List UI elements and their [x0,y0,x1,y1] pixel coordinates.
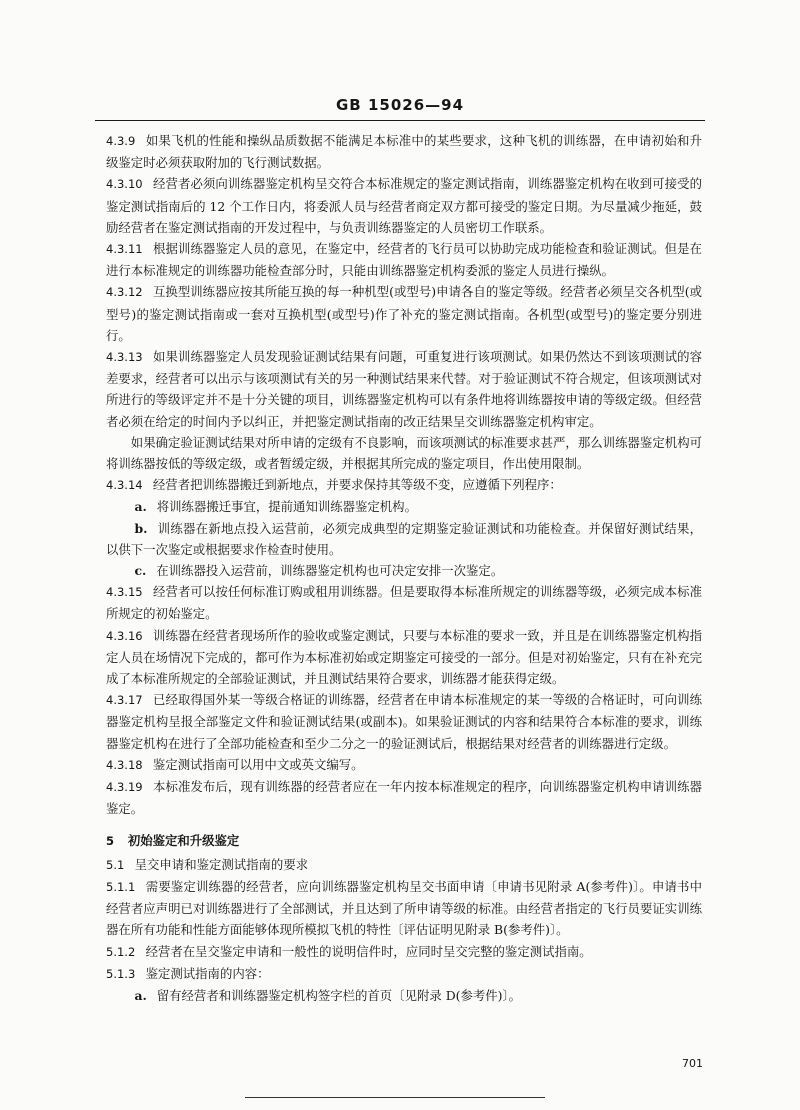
clause-number: 4.3.18 [106,757,143,772]
clause-4-3-15 [106,581,702,624]
clause-number: 4.3.9 [106,134,136,148]
clause-text: 呈交申请和鉴定测试指南的要求 [134,856,309,872]
clause-text: 如果训练器鉴定人员发现验证测试结果有问题，可重复进行该项测试。如果仍然达不到该项测试的容差要求，经营者可以出示与该项测试有关的另一种测试结果来代替。对于验证测试不符合规定，但该项测试对所进行的等级评定并不是十分关键的项目，训练器鉴定机构可以有条件地将训练器按申请的等级定级。但经营者必须在给定的时间内予以纠正，并把鉴定测试指南的改正结果呈交训练器鉴定机构审定。 [106,349,702,429]
list-item-text: 训练器在新地点投入运营前，必须完成典型的定期鉴定验证测试和功能检查。并保留好测试结果，以供下一次鉴定或根据要求作检查时使用。 [106,520,702,557]
clause-4-3-12 [106,281,702,346]
clause-text: 经营者可以按任何标准订购或租用训练器。但是要取得本标准所规定的训练器等级，必须完成本标准所规定的初始鉴定。 [106,584,702,622]
clause-number: 4.3.10 [106,177,143,192]
body-text [106,130,702,1006]
clause-number: 5.1.2 [106,944,136,959]
clause-number: 4.3.13 [106,350,143,365]
clause-text: 根据训练器鉴定人员的意见，在鉴定中，经营者的飞行员可以协助完成功能检查和验证测试。但是在进行本标准规定的训练器功能检查部分时，只能由训练器鉴定机构委派的鉴定人员进行操纵。 [106,241,702,279]
list-marker: b. [134,520,148,536]
clause-4-3-11 [106,238,702,281]
section-title: 初始鉴定和升级鉴定 [127,832,240,848]
clause-5-1-3 [106,963,702,985]
list-item-c [106,560,702,581]
clause-4-3-17 [106,689,702,754]
clause-4-3-9 [106,130,702,173]
list-item-a [106,496,702,517]
clause-4-3-10 [106,173,702,238]
standard-code-header: GB 15026—94 [335,96,465,114]
list-marker: c. [134,563,147,579]
clause-number: 5.1.3 [106,966,136,981]
clause-4-3-16 [106,625,702,690]
footer-rule [245,1097,545,1098]
clause-number: 5.1.1 [106,879,136,894]
clause-text: 如果飞机的性能和操纵品质数据不能满足本标准中的某些要求，这种飞机的训练器，在申请初始和升级鉴定时必须获取附加的飞行测试数据。 [106,133,702,171]
section-5-heading [106,830,702,852]
page-number: 701 [682,1057,703,1070]
list-item-b [106,518,702,560]
clause-5-1 [106,854,702,876]
clause-number: 5.1 [106,857,125,872]
clause-4-3-18 [106,754,702,776]
clause-text: 训练器在经营者现场所作的验收或鉴定测试，只要与本标准的要求一致，并且是在训练器鉴定机构指定人员在场情况下完成的，都可作为本标准初始或定期鉴定可接受的一部分。但是对初始鉴定，只有在补充完成了本标准所规定的全部验证测试，并且测试结果符合要求，训练器才能获得定级。 [106,627,702,687]
header-rule [95,120,705,121]
clause-text: 如果确定验证测试结果对所申请的定级有不良影响，而该项测试的标准要求甚严，那么训练器鉴定机构可将训练器按低的等级定级，或者暂缓定级，并根据其所完成的鉴定项目，作出使用限制。 [106,434,702,472]
clause-4-3-19 [106,776,702,819]
clause-text: 经营者在呈交鉴定申请和一般性的说明信件时，应同时呈交完整的鉴定测试指南。 [145,943,592,959]
clause-5-1-1 [106,876,702,941]
clause-text: 需要鉴定训练器的经营者，应向训练器鉴定机构呈交书面申请〔申请书见附录 A(参考件)〕。申请书中经营者应声明已对训练器进行了全部测试，并且达到了所申请等级的标准。由经营者指定的飞行员要证实训练器在所有功能和性能方面能够体现所模拟飞机的特性〔评估证明见附录 B(参考件)〕。 [106,878,702,938]
clause-number: 4.3.11 [106,242,143,257]
list-marker: a. [134,499,147,515]
clause-number: 4.3.17 [106,693,143,708]
list-item-text: 将训练器搬迁事宜，提前通知训练器鉴定机构。 [156,499,417,515]
clause-number: 4.3.19 [106,780,143,795]
clause-number: 4.3.12 [106,285,143,300]
clause-4-3-13-continuation [106,432,702,474]
clause-4-3-13 [106,346,702,432]
section-number: 5 [106,833,115,848]
clause-text: 已经取得国外某一等级合格证的训练器，经营者在申请本标准规定的某一等级的合格证时，可向训练器鉴定机构呈报全部鉴定文件和验证测试结果(或副本)。如果验证测试的内容和结果符合本标准的要求，训练器鉴定机构在进行了全部功能检查和至少二分之一的验证测试后，根据结果对经营者的训练器进行定级。 [106,692,702,751]
clause-5-1-2 [106,941,702,963]
list-item-text: 在训练器投入运营前，训练器鉴定机构也可决定安排一次鉴定。 [156,563,504,579]
clause-text: 经营者把训练器搬迁到新地点，并要求保持其等级不变，应遵循下列程序： [152,477,562,493]
clause-number: 4.3.16 [106,628,143,643]
clause-text: 鉴定测试指南的内容： [145,965,270,981]
clause-text: 互换型训练器应按其所能互换的每一种机型(或型号)申请各自的鉴定等级。经营者必须呈交各机型(或型号)的鉴定测试指南或一套对互换机型(或型号)作了补充的鉴定测试指南。各机型(或型号)的鉴定要分别进行。 [106,284,702,343]
clause-number: 4.3.15 [106,585,143,600]
list-item-text: 留有经营者和训练器鉴定机构签字栏的首页〔见附录 D(参考件)〕。 [156,987,522,1003]
clause-text: 经营者必须向训练器鉴定机构呈交符合本标准规定的鉴定测试指南，训练器鉴定机构在收到可接受的鉴定测试指南后的 12 个工作日内，将委派人员与经营者商定双方都可接受的鉴定日期。为尽量减少拖延，鼓励经营者在鉴定测试指南的开发过程中，与负责训练器鉴定的人员密切工作联系。 [106,176,702,235]
clause-text: 本标准发布后，现有训练器的经营者应在一年内按本标准规定的程序，向训练器鉴定机构申请训练器鉴定。 [106,779,702,817]
clause-number: 4.3.14 [106,478,143,493]
list-marker: a. [134,987,147,1003]
clause-4-3-14 [106,474,702,496]
clause-text: 鉴定测试指南可以用中文或英文编写。 [152,756,364,772]
list-item-a-5-1-3 [106,985,702,1006]
